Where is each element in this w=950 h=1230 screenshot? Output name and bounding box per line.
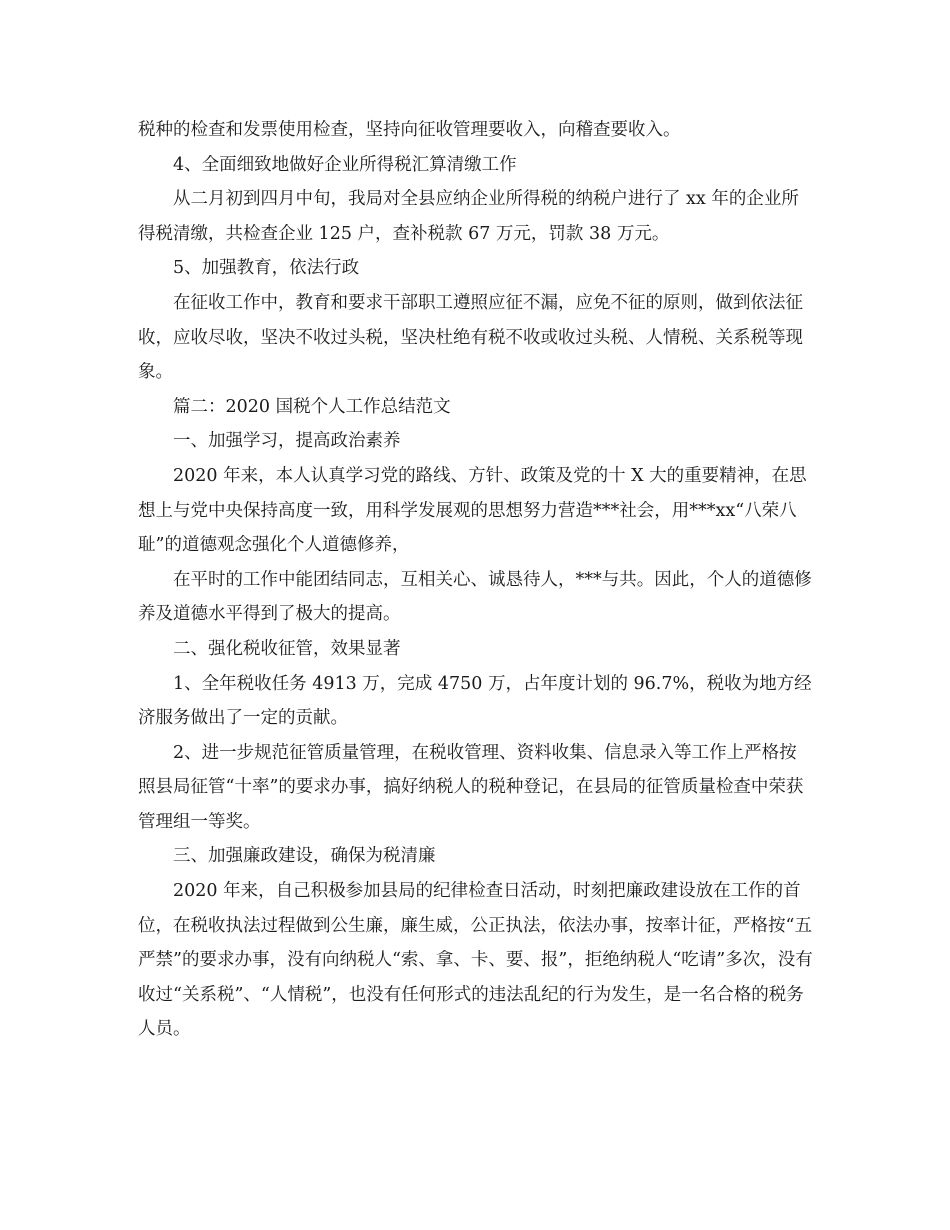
paragraph-9: 在平时的工作中能团结同志，互相关心、诚恳待人，***与共。因此，个人的道德修养及道德水平得到了极大的提高。: [138, 569, 812, 625]
heading-tax-management: 二、强化税收征管，效果显著: [173, 638, 401, 659]
paragraph-3: 从二月初到四月中旬，我局对全县应纳企业所得税的纳税户进行了 xx 年的企业所得税清缴，共检查企业 125 户，查补税款 67 万元，罚款 38 万元。: [138, 189, 799, 244]
paragraph-2: 4、全面细致地做好企业所得税汇算清缴工作: [173, 154, 517, 175]
paragraph-4: 5、加强教育，依法行政: [173, 258, 360, 279]
paragraph-5: 在征收工作中，教育和要求干部职工遵照应征不漏，应免不征的原则，做到依法征收，应收尽收，坚决不收过头税，坚决杜绝有税不收或收过头税、人情税、关系税等现象。: [138, 292, 803, 383]
document-body: [138, 113, 814, 1047]
section-title-2: 篇二：2020 国税个人工作总结范文: [173, 396, 451, 417]
paragraph-8: 2020 年来，本人认真学习党的路线、方针、政策及党的十 X 大的重要精神，在思想上与党中央保持高度一致，用科学发展观的思想努力营造***社会，用***xx“八荣八耻”的道德观念强化个人道德修养，: [138, 465, 807, 556]
heading-integrity: 三、加强廉政建设，确保为税清廉: [173, 846, 436, 867]
heading-study: 一、加强学习，提高政治素养: [173, 431, 401, 452]
paragraph-14: 2020 年来，自己积极参加县局的纪律检查日活动，时刻把廉政建设放在工作的首位，在税收执法过程做到公生廉，廉生威，公正执法，依法办事，按率计征，严格按“五严禁”的要求办事，没有向纳税人“索、拿、卡、要、报”，拒绝纳税人“吃请”多次，没有收过“关系税”、“人情税”，也没有任何形式的违法乱纪的行为发生，是一名合格的税务人员。: [138, 881, 813, 1040]
paragraph-1: 税种的检查和发票使用检查，坚持向征收管理要收入，向稽查要收入。: [138, 120, 681, 140]
paragraph-12: 2、进一步规范征管质量管理，在税收管理、资料收集、信息录入等工作上严格按照县局征管“十率”的要求办事，搞好纳税人的税种登记，在县局的征管质量检查中荣获管理组一等奖。: [138, 742, 804, 832]
paragraph-11: 1、全年税收任务 4913 万，完成 4750 万，占年度计划的 96.7%，税收为地方经济服务做出了一定的贡献。: [138, 673, 812, 729]
